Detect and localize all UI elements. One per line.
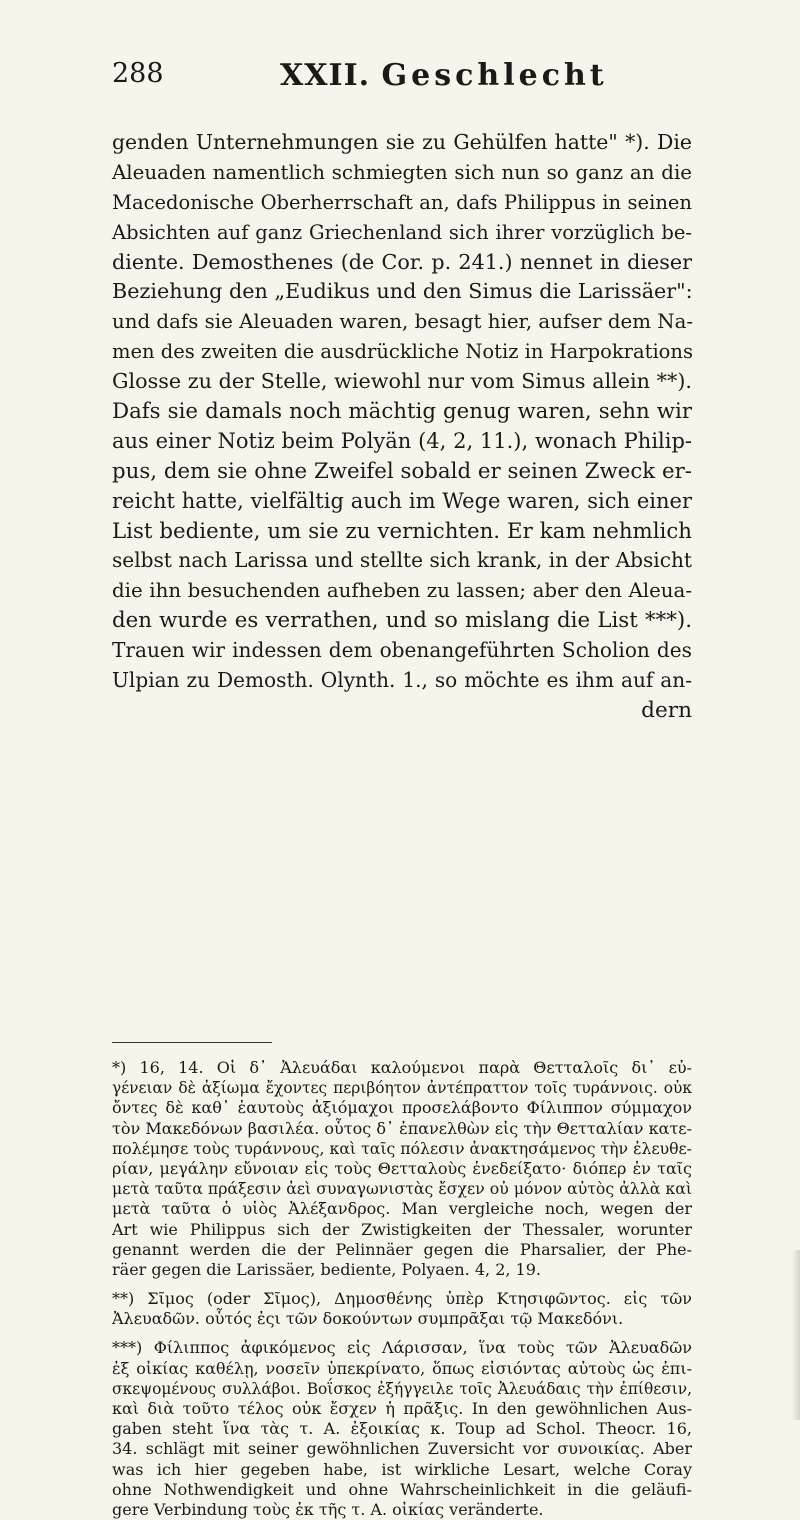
footnote-line: **) Σῖμος (oder Σῖμος), Δημοσθένης ὑπὲρ Κτησιφῶντος. εἰς τῶν: [112, 1289, 692, 1309]
footnote-line: ἐξ οἰκίας καθέλῃ, νοσεῖν ὑπεκρίνατο, ὅπως εἰσιόντας αὐτοὺς ὡς ἐπι-: [112, 1358, 692, 1378]
footnote-line: gere Verbindung τοὺς ἐκ τῆς τ. Α. οἰκίας veränderte.: [112, 1499, 544, 1519]
main-text: [112, 128, 692, 726]
text-line: Dafs sie damals noch mächtig genug waren, sehn wir: [112, 399, 692, 425]
text-line: Glosse zu der Stelle, wiewohl nur vom Simus allein **).: [112, 369, 692, 394]
footnote-line: 34. schlägt mit seiner gewöhnlichen Zuversicht vor συνοικίας. Aber: [112, 1439, 692, 1459]
page-edge-shadow: [792, 1250, 800, 1420]
footnote-line: räer gegen die Larissäer, bediente, Polyaen. 4, 2, 19.: [112, 1259, 541, 1279]
text-line: genden Unternehmungen sie zu Gehülfen hatte" *). Die: [112, 130, 692, 154]
footnote-line: gaben steht ἵνα τὰς τ. Α. ἐξοικίας κ. Toup ad Schol. Theocr. 16,: [112, 1419, 692, 1439]
footnote-line: μετὰ ταῦτα ὁ υἱὸς Ἀλέξανδρος. Man vergleiche noch, wegen der: [112, 1199, 692, 1219]
footnote-rule: [112, 1042, 272, 1043]
text-line: diente. Demosthenes (de Cor. p. 241.) nennet in dieser: [112, 249, 692, 274]
text-line: selbst nach Larissa und stellte sich krank, in der Absicht: [112, 548, 692, 573]
footnote-line: ρίαν, μεγάλην εὔνοιαν εἰς τοὺς Θετταλοὺς ἐνεδείξατο· διόπερ ἐν ταῖς: [112, 1158, 692, 1178]
footnote-line: σκεψομένους συλλάβοι. Βοΐσκος ἐξήγγειλε τοῖς Ἀλευάδαις τὴν ἐπίθεσιν,: [112, 1379, 692, 1398]
footnote-line: τὸν Μακεδόνων βασιλέα. οὗτος δ᾽ ἐπανελθὼν εἰς τὴν Θετταλίαν κατε-: [112, 1118, 692, 1138]
running-head: [112, 58, 692, 98]
text-line: Macedonische Oberherrschaft an, dafs Philippus in seinen: [112, 190, 692, 214]
text-line: reicht hatte, vielfältig auch im Wege waren, sich einer: [112, 488, 692, 513]
footnote-line: μετὰ ταῦτα πράξεσιν ἀεὶ συναγωνιστὰς ἔσχεν οὐ μόνον αὐτὸς ἀλλὰ καὶ: [112, 1179, 692, 1199]
chapter-heading: [280, 58, 608, 93]
text-line: die ihn besuchenden aufheben zu lassen; aber den Aleua-: [112, 579, 692, 603]
footnote-line: Art wie Philippus sich der Zwistigkeiten der Thessaler, worunter: [112, 1219, 692, 1239]
footnote-line: *) 16, 14. Οἱ δ᾽ Ἀλευάδαι καλούμενοι παρὰ Θετταλοῖς δι᾽ εὐ-: [112, 1058, 692, 1077]
footnote-line: was ich hier gegeben habe, ist wirkliche Lesart, welche Coray: [112, 1459, 692, 1479]
text-line: Aleuaden namentlich schmiegten sich nun so ganz an die: [112, 160, 692, 184]
catchword: dern: [641, 697, 692, 723]
text-line: aus einer Notiz beim Polyän (4, 2, 11.), wonach Philip-: [112, 428, 692, 453]
text-line: Beziehung den „Eudikus und den Simus die Larissäer":: [112, 279, 693, 304]
text-line: und dafs sie Aleuaden waren, besagt hier, aufser dem Na-: [112, 310, 694, 334]
footnotes: [112, 1058, 692, 1520]
footnote-line: γένειαν δὲ ἀξίωμα ἔχοντες περιβόητον ἀντέπραττον τοῖς τυράννοις. οὐκ: [112, 1079, 692, 1098]
text-line: Ulpian zu Demosth. Olynth. 1., so möchte es ihm auf an-: [112, 668, 692, 693]
footnote-line: Ἀλευαδῶν. οὗτός ἐςι τῶν δοκούντων συμπρᾶξαι τῷ Μακεδόνι.: [112, 1309, 624, 1329]
footnote-line: πολέμησε τοὺς τυράννους, καὶ ταῖς πόλεσιν ἀνακτησάμενος τὴν ἐλευθε-: [112, 1138, 692, 1158]
footnote-line: ὄντες δὲ καθ᾽ ἑαυτοὺς ἀξιόμαχοι προσελάβοντο Φίλιππον σύμμαχον: [112, 1098, 692, 1118]
text-line: Absichten auf ganz Griechenland sich ihrer vorzüglich be-: [112, 220, 692, 244]
text-line: pus, dem sie ohne Zweifel sobald er seinen Zweck er-: [112, 458, 692, 484]
text-line: den wurde es verrathen, und so mislang die List ***).: [112, 608, 692, 634]
chapter-numeral: XXII.: [280, 58, 371, 93]
footnote-line: genannt werden die der Pelinnäer gegen die Pharsalier, der Phe-: [112, 1239, 692, 1259]
chapter-title: Geschlecht: [381, 58, 608, 93]
page-number: 288: [112, 58, 164, 89]
text-line: men des zweiten die ausdrückliche Notiz in Harpokrations: [112, 340, 693, 364]
footnote-line: καὶ διὰ τοῦτο τέλος οὐκ ἔσχεν ἡ πρᾶξις. In den gewöhnlichen Aus-: [112, 1399, 692, 1418]
text-line: Trauen wir indessen dem obenangeführten Scholion des: [112, 638, 692, 663]
footnote-line: ohne Nothwendigkeit und ohne Wahrscheinlichkeit in die geläufi-: [112, 1479, 692, 1499]
footnote-line: ***) Φίλιππος ἀφικόμενος εἰς Λάρισσαν, ἵνα τοὺς τῶν Ἀλευαδῶν: [112, 1338, 692, 1358]
text-line: List bediente, um sie zu vernichten. Er kam nehmlich: [112, 518, 692, 544]
